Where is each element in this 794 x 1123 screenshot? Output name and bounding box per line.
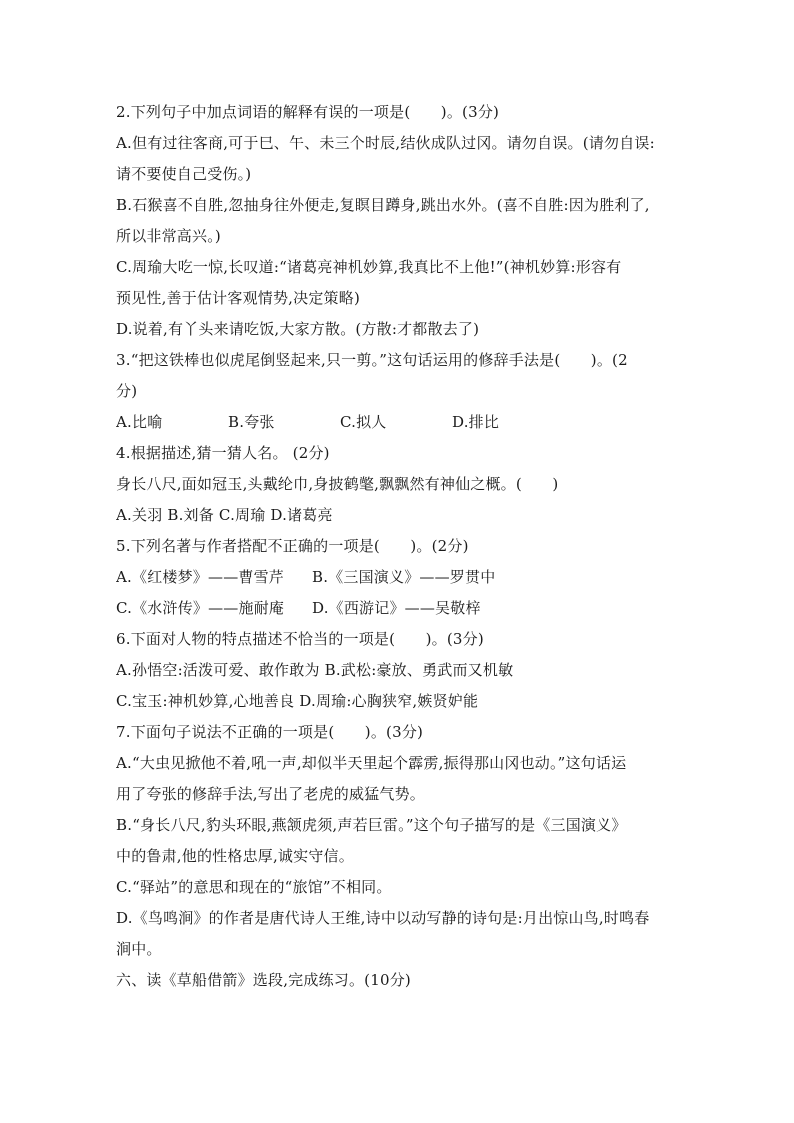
- q3-option-d: D.排比: [452, 413, 500, 431]
- q7-option-b-line1: B.“身长八尺,豹头环眼,燕颔虎须,声若巨雷。”这个句子描写的是《三国演义》: [116, 816, 627, 834]
- q5-option-a: A.《红楼梦》——曹雪芹: [116, 568, 285, 586]
- q7-option-d-line1: D.《鸟鸣涧》的作者是唐代诗人王维,诗中以动写静的诗句是:月出惊山鸟,时鸣春: [116, 909, 650, 927]
- q3-option-b: B.夸张: [228, 413, 275, 431]
- q3-stem-line2: 分): [116, 382, 138, 400]
- q2-option-c-line1: C.周瑜大吃一惊,长叹道:“诸葛亮神机妙算,我真比不上他!”(神机妙算:形容有: [116, 258, 622, 276]
- q2-option-b-line2: 所以非常高兴。): [116, 227, 221, 245]
- q3-options: [116, 407, 686, 438]
- q2-option-c-line2: 预见性,善于估计客观情势,决定策略): [116, 289, 360, 307]
- q2-option-b-line1: B.石猴喜不自胜,忽抽身往外便走,复瞑目蹲身,跳出水外。(喜不自胜:因为胜利了,: [116, 196, 650, 214]
- q6-stem: 6.下面对人物的特点描述不恰当的一项是( )。(3分): [116, 630, 484, 648]
- q2-option-d: D.说着,有丫头来请吃饭,大家方散。(方散:才都散去了): [116, 320, 480, 338]
- q4-stem: 4.根据描述,猜一猜人名。 (2分): [116, 444, 330, 462]
- q2-option-a-line1: A.但有过往客商,可于巳、午、未三个时辰,结伙成队过冈。请勿自误。(请勿自误:: [116, 134, 655, 152]
- q3-option-c: C.拟人: [340, 413, 387, 431]
- q5-option-c: C.《水浒传》——施耐庵: [116, 599, 285, 617]
- q6-options-cd: C.宝玉:神机妙算,心地善良 D.周瑜:心胸狭窄,嫉贤妒能: [116, 692, 479, 710]
- q3-option-a: A.比喻: [116, 413, 163, 431]
- q5-options-ab: [116, 562, 686, 593]
- q2-stem: 2.下列句子中加点词语的解释有误的一项是( )。(3分): [116, 103, 500, 121]
- q7-option-c: C.“驿站”的意思和现在的“旅馆”不相同。: [116, 878, 392, 896]
- q4-options: A.关羽 B.刘备 C.周瑜 D.诸葛亮: [116, 506, 333, 524]
- q5-stem: 5.下列名著与作者搭配不正确的一项是( )。(2分): [116, 537, 469, 555]
- q5-option-d: D.《西游记》——吴敬梓: [312, 599, 481, 617]
- q5-options-cd: [116, 593, 686, 624]
- q2-option-a-line2: 请不要使自己受伤。): [116, 165, 252, 183]
- q3-stem-line1: 3.“把这铁棒也似虎尾倒竖起来,只一剪。”这句话运用的修辞手法是( )。(2: [116, 351, 628, 369]
- q7-option-a-line2: 用了夸张的修辞手法,写出了老虎的威猛气势。: [116, 785, 425, 803]
- q7-option-d-line2: 涧中。: [116, 940, 162, 958]
- section-6-title: 六、读《草船借箭》选段,完成练习。(10分): [116, 971, 411, 989]
- q5-option-b: B.《三国演义》——罗贯中: [312, 568, 496, 586]
- q7-option-b-line2: 中的鲁肃,他的性格忠厚,诚实守信。: [116, 847, 354, 865]
- document-page: [116, 97, 686, 996]
- q7-option-a-line1: A.“大虫见掀他不着,吼一声,却似半天里起个霹雳,振得那山冈也动。”这句话运: [116, 754, 627, 772]
- q7-stem: 7.下面句子说法不正确的一项是( )。(3分): [116, 723, 424, 741]
- q6-options-ab: A.孙悟空:活泼可爱、敢作敢为 B.武松:豪放、勇武而又机敏: [116, 661, 514, 679]
- q4-description: 身长八尺,面如冠玉,头戴纶巾,身披鹤氅,飘飘然有神仙之概。( ): [116, 475, 559, 493]
